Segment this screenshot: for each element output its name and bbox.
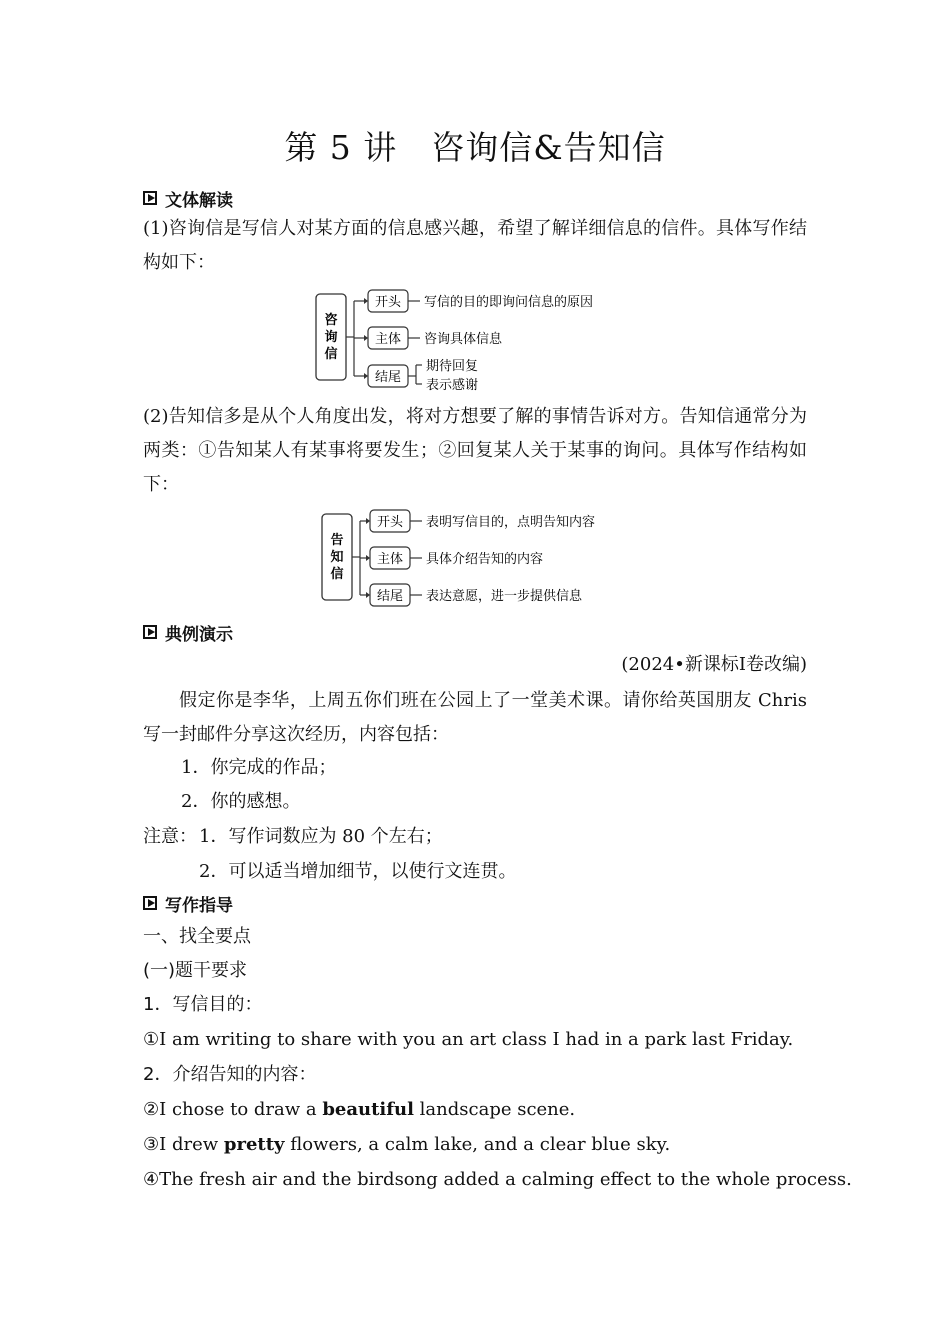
root-char: 知	[330, 550, 344, 565]
subheading-purpose: 1．写信目的：	[143, 994, 263, 1015]
node-label: 开头	[374, 295, 402, 310]
example-sentence-1: ①I am writing to share with you an art class I had in a park last Friday.	[143, 1029, 794, 1050]
node-label: 开头	[376, 515, 404, 530]
source-citation: (2024•新课标Ⅰ卷改编)	[621, 654, 807, 675]
section-heading-label: 典例演示	[165, 624, 233, 645]
root-char: 信	[324, 347, 338, 362]
note-label: 注意：	[143, 826, 197, 847]
play-triangle-icon	[143, 896, 157, 910]
node-desc: 表达意愿，进一步提供信息	[426, 589, 583, 604]
play-triangle-icon	[143, 625, 157, 639]
task-prompt: 假定你是李华，上周五你们班在公园上了一堂美术课。请你给英国朋友 Chris 写一封邮件分享这次经历，内容包括：	[143, 690, 807, 745]
section-heading-label: 写作指导	[165, 895, 233, 916]
subheading-requirements: (一)题干要求	[143, 960, 248, 981]
node-label: 主体	[374, 332, 402, 347]
note-item: 1．写作词数应为 80 个左右；	[199, 826, 443, 847]
section-heading-label: 文体解读	[165, 190, 233, 211]
section-heading-example	[143, 620, 233, 644]
note-item: 2．可以适当增加细节，以使行文连贯。	[199, 861, 517, 882]
inquiry-letter-structure-diagram	[310, 286, 650, 396]
page-title: 第 5 讲 咨询信&告知信	[284, 128, 666, 167]
node-desc: 表明写信目的，点明告知内容	[426, 515, 596, 530]
root-char: 询	[324, 330, 338, 345]
example-sentence-4: ④The fresh air and the birdsong added a calming effect to the whole process.	[143, 1169, 852, 1190]
root-char: 告	[330, 533, 344, 548]
subheading-content: 2．介绍告知的内容：	[143, 1064, 317, 1085]
notice-letter-paragraph: (2)告知信多是从个人角度出发，将对方想要了解的事情告诉对方。告知信通常分为两类：①告知某人有某事将要发生；②回复某人关于某事的询问。具体写作结构如下：	[143, 406, 807, 495]
play-triangle-icon	[143, 191, 157, 205]
root-char: 咨	[324, 313, 338, 328]
example-sentence-2: ②I chose to draw a beautiful landscape scene.	[143, 1099, 576, 1120]
section-heading-guide	[143, 891, 233, 915]
task-item: 1．你完成的作品；	[181, 757, 337, 778]
section-heading-genre	[143, 186, 233, 210]
inquiry-letter-paragraph: (1)咨询信是写信人对某方面的信息感兴趣，希望了解详细信息的信件。具体写作结构如下：	[143, 218, 807, 273]
node-label: 主体	[376, 552, 404, 567]
node-desc: 表示感谢	[426, 378, 479, 393]
node-desc: 咨询具体信息	[424, 332, 503, 347]
root-char: 信	[330, 567, 344, 582]
node-label: 结尾	[376, 589, 404, 604]
task-item: 2．你的感想。	[181, 791, 301, 812]
node-desc: 写信的目的即询问信息的原因	[424, 295, 594, 310]
notice-letter-structure-diagram	[316, 506, 636, 612]
example-sentence-3: ③I drew pretty flowers, a calm lake, and a clear blue sky.	[143, 1134, 671, 1155]
node-label: 结尾	[374, 370, 402, 385]
node-desc: 具体介绍告知的内容	[426, 552, 544, 567]
subheading-key-points: 一、找全要点	[143, 926, 251, 947]
node-desc: 期待回复	[426, 359, 479, 374]
